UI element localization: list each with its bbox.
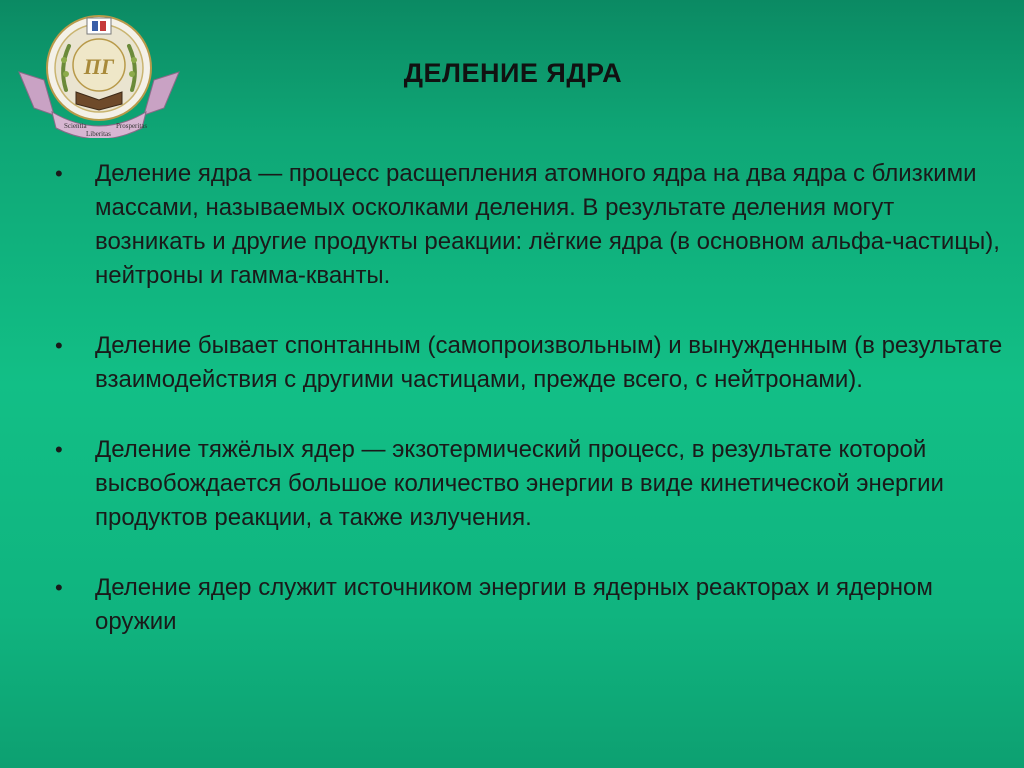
list-item-text: Деление ядра — процесс расщепления атомного ядра на два ядра с близкими массами, называемых осколками деления. В результате деления могут возникать и другие продукты реакции: лёгкие ядра (в основном альфа-частицы), нейтроны и гамма-кванты. [95, 160, 1000, 289]
list-item-text: Деление тяжёлых ядер — экзотермический процесс, в результате которой высвобождается большое количество энергии в виде кинетической энергии продуктов реакции, а также излучения. [95, 436, 944, 531]
bullet-dot: • [55, 161, 63, 186]
bullet-dot: • [55, 437, 63, 462]
list-item [55, 157, 1010, 293]
logo-monogram: ПГ [83, 54, 115, 79]
bullet-dot: • [55, 333, 63, 358]
logo-ribbon-left: Scientia [64, 122, 87, 130]
list-item-text: Деление ядер служит источником энергии в ядерных реакторах и ядерном оружии [95, 574, 933, 635]
list-item [55, 329, 1010, 397]
list-item-text: Деление бывает спонтанным (самопроизвольным) и вынужденным (в результате взаимодействия с другими частицами, прежде всего, с нейтронами). [95, 332, 1003, 393]
list-item [55, 571, 1010, 639]
page-title [0, 58, 1024, 89]
bullet-list [55, 157, 1010, 675]
list-item [55, 433, 1010, 535]
bullet-dot: • [55, 575, 63, 600]
page-title-text: ДЕЛЕНИЕ ЯДРА [403, 58, 623, 88]
logo-ribbon-right: Prosperitas [116, 122, 148, 130]
logo-ribbon-center: Liberitas [86, 130, 111, 138]
